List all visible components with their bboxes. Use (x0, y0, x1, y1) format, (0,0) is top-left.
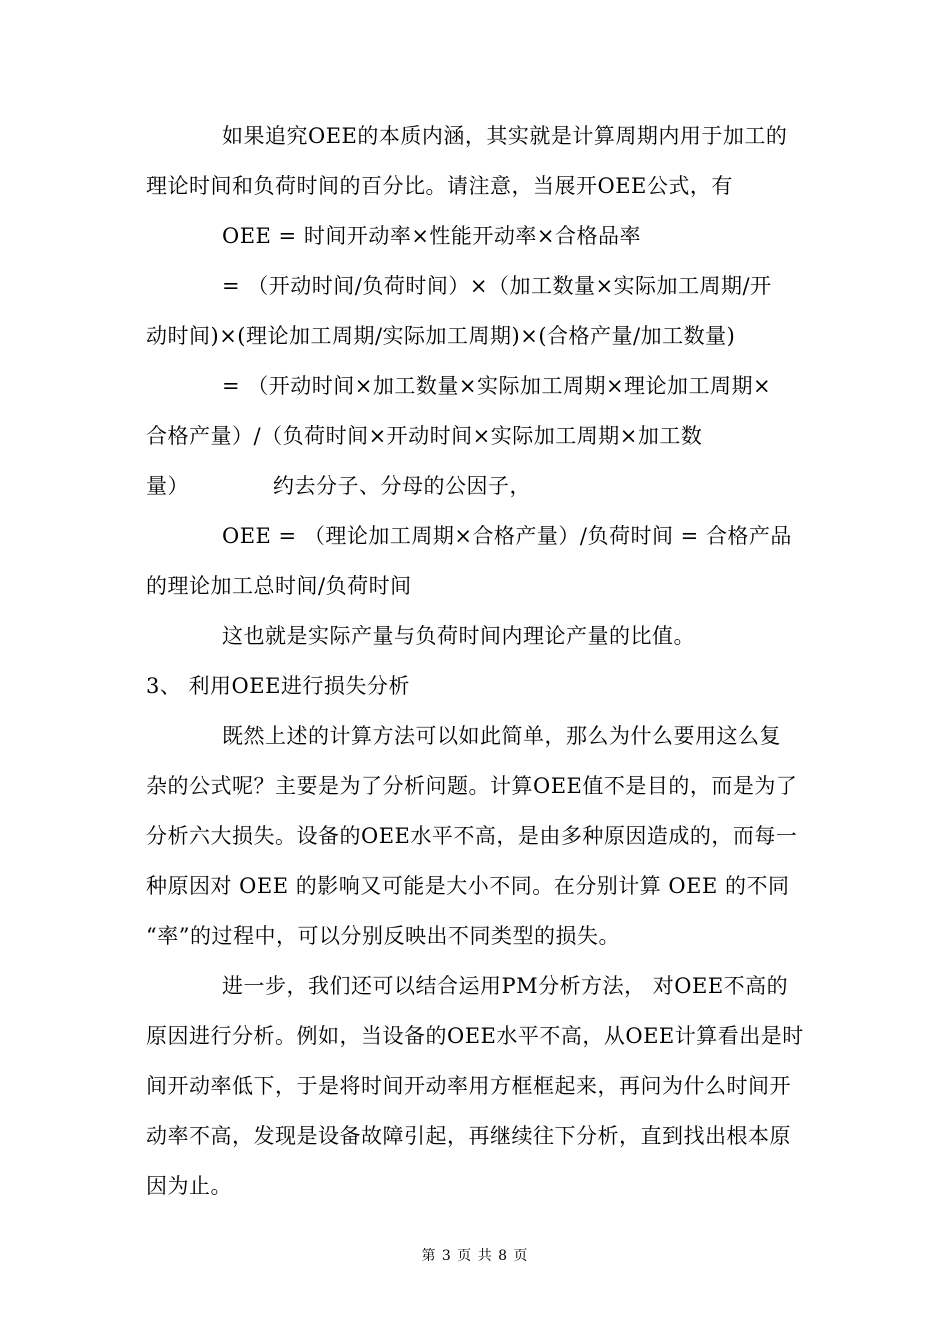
formula-line (146, 473, 531, 499)
paragraph-line: 如果追究OEE的本质内涵，其实就是计算周期内用于加工的 (222, 124, 788, 148)
paragraph-line: 既然上述的计算方法可以如此简单，那么为什么要用这么复 (222, 724, 781, 748)
paragraph-line: 理论时间和负荷时间的百分比。请注意，当展开OEE公式，有 (146, 174, 733, 198)
formula-line: = （开动时间/负荷时间）×（加工数量×实际加工周期/开 (222, 274, 772, 298)
formula-line: 合格产量）/（负荷时间×开动时间×实际加工周期×加工数 (146, 424, 703, 448)
paragraph-line: 杂的公式呢？主要是为了分析问题。计算OEE值不是目的，而是为了 (146, 774, 798, 798)
paragraph-line: 原因进行分析。例如，当设备的OEE水平不高，从OEE计算看出是时 (146, 1024, 804, 1048)
formula-note: 约去分子、分母的公因子， (273, 474, 531, 498)
paragraph-line: 进一步，我们还可以结合运用PM分析方法， 对OEE不高的 (222, 974, 789, 998)
paragraph-line: 动率不高，发现是设备故障引起，再继续往下分析，直到找出根本原 (146, 1124, 791, 1148)
paragraph-line: 间开动率低下，于是将时间开动率用方框框起来，再问为什么时间开 (146, 1074, 791, 1098)
paragraph-line: 这也就是实际产量与负荷时间内理论产量的比值。 (222, 624, 695, 648)
formula-fragment: 量） (146, 474, 189, 498)
formula-line: = （开动时间×加工数量×实际加工周期×理论加工周期× (222, 374, 772, 398)
section-heading: 3、 利用OEE进行损失分析 (146, 674, 410, 698)
paragraph-line: “率”的过程中，可以分别反映出不同类型的损失。 (146, 924, 620, 948)
paragraph-line: 分析六大损失。设备的OEE水平不高，是由多种原因造成的，而每一 (146, 824, 798, 848)
formula-line: OEE = 时间开动率×性能开动率×合格品率 (222, 224, 642, 248)
page-number-footer: 第 3 页 共 8 页 (421, 1248, 529, 1264)
paragraph-line: 因为止。 (146, 1174, 232, 1198)
formula-line: 的理论加工总时间/负荷时间 (146, 574, 412, 598)
paragraph-line: 种原因对 OEE 的影响又可能是大小不同。在分别计算 OEE 的不同 (146, 874, 790, 898)
formula-line: OEE = （理论加工周期×合格产量）/负荷时间 = 合格产品 (222, 524, 792, 548)
formula-line: 动时间)×(理论加工周期/实际加工周期)×(合格产量/加工数量) (146, 324, 736, 348)
